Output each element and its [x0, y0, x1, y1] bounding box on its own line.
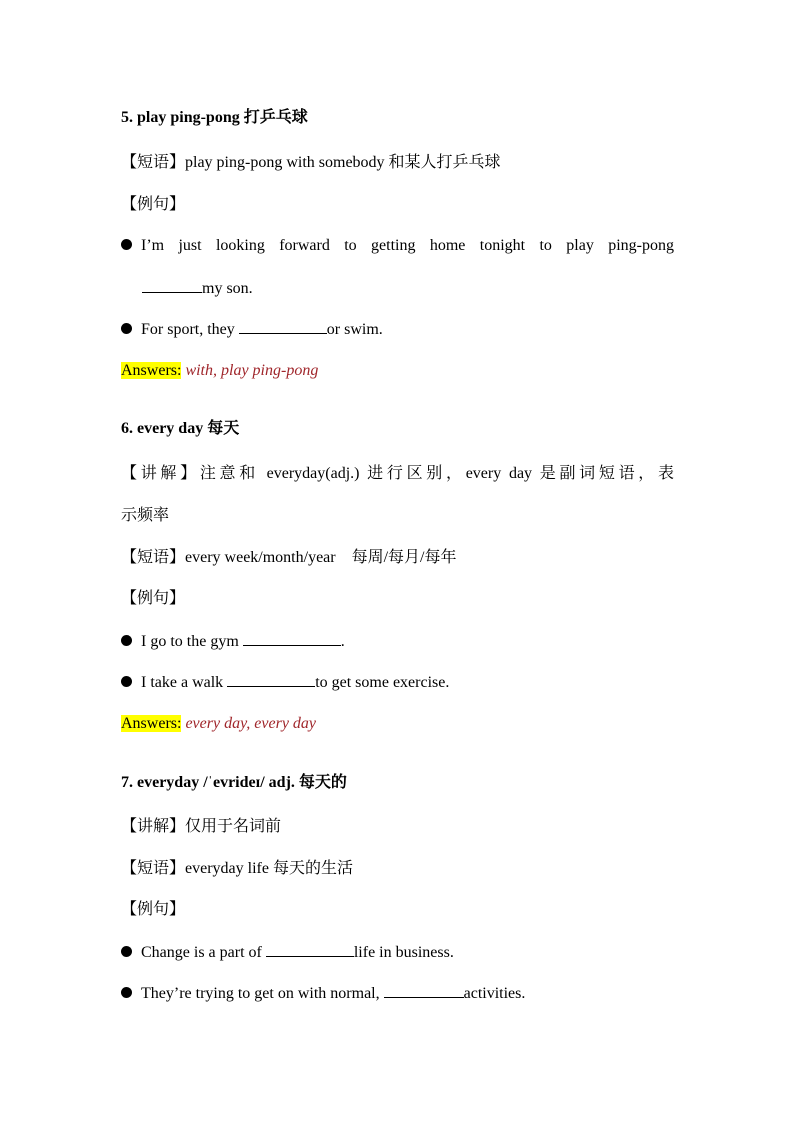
section-7-example-label: 【例句】: [121, 901, 186, 918]
bullet-icon: [121, 676, 132, 687]
bullet-icon: [121, 323, 132, 334]
example-text: or swim.: [326, 321, 383, 338]
section-5-answers: [121, 361, 318, 381]
example-text: life in business.: [353, 944, 454, 961]
fill-blank: [243, 631, 341, 646]
bullet-icon: [121, 946, 132, 957]
bullet-icon: [121, 635, 132, 646]
example-text: I go to the gym: [141, 633, 239, 650]
section-6-explain-2: 示频率: [121, 507, 170, 524]
section-7-phrase: 【短语】everyday life 每天的生活: [121, 860, 353, 877]
example-text: For sport, they: [141, 321, 235, 338]
answers-label: Answers:: [121, 362, 182, 379]
example-text: They’re trying to get on with normal,: [141, 985, 380, 1002]
bullet-icon: [121, 987, 132, 998]
section-5-example-1-cont: [142, 278, 253, 299]
section-7-explain: 【讲解】仅用于名词前: [121, 818, 282, 835]
example-text: I take a walk: [141, 674, 224, 691]
section-6-answers: [121, 714, 316, 734]
example-text: my son.: [202, 280, 253, 297]
fill-blank: [239, 319, 327, 334]
example-text: to get some exercise.: [315, 674, 450, 691]
answers-text: with, play ping-pong: [185, 362, 319, 379]
section-5-example-1: [121, 236, 674, 256]
section-6-example-label: 【例句】: [121, 590, 186, 607]
answers-text: every day, every day: [185, 715, 317, 732]
fill-blank: [384, 983, 464, 998]
example-text: activities.: [463, 985, 526, 1002]
section-5-phrase: 【短语】play ping-pong with somebody 和某人打乒乓球: [121, 154, 501, 171]
section-7-example-1: [121, 942, 454, 963]
section-7-heading: 7. everyday /ˈevrideɪ/ adj. 每天的: [121, 774, 347, 791]
section-5-example-label: 【例句】: [121, 196, 186, 213]
fill-blank: [266, 942, 354, 957]
section-6-example-1: [121, 631, 345, 652]
section-7-example-2: [121, 983, 525, 1004]
answers-label: Answers:: [121, 715, 182, 732]
bullet-icon: [121, 239, 132, 250]
section-6-explain-1: 【讲解】注意和 everyday(adj.) 进行区别，every day 是副词短语，表: [121, 465, 674, 482]
example-text: Change is a part of: [141, 944, 262, 961]
example-text: .: [340, 633, 345, 650]
section-6-heading: 6. every day 每天: [121, 420, 240, 437]
fill-blank: [142, 278, 202, 293]
section-6-phrase: 【短语】every week/month/year 每周/每月/每年: [121, 549, 457, 566]
section-5-example-2: [121, 319, 383, 340]
fill-blank: [227, 672, 315, 687]
section-5-heading: 5. play ping-pong 打乒乓球: [121, 109, 308, 126]
section-6-example-2: [121, 672, 449, 693]
example-text: I’m just looking forward to getting home tonight to play ping-pong: [141, 237, 674, 254]
